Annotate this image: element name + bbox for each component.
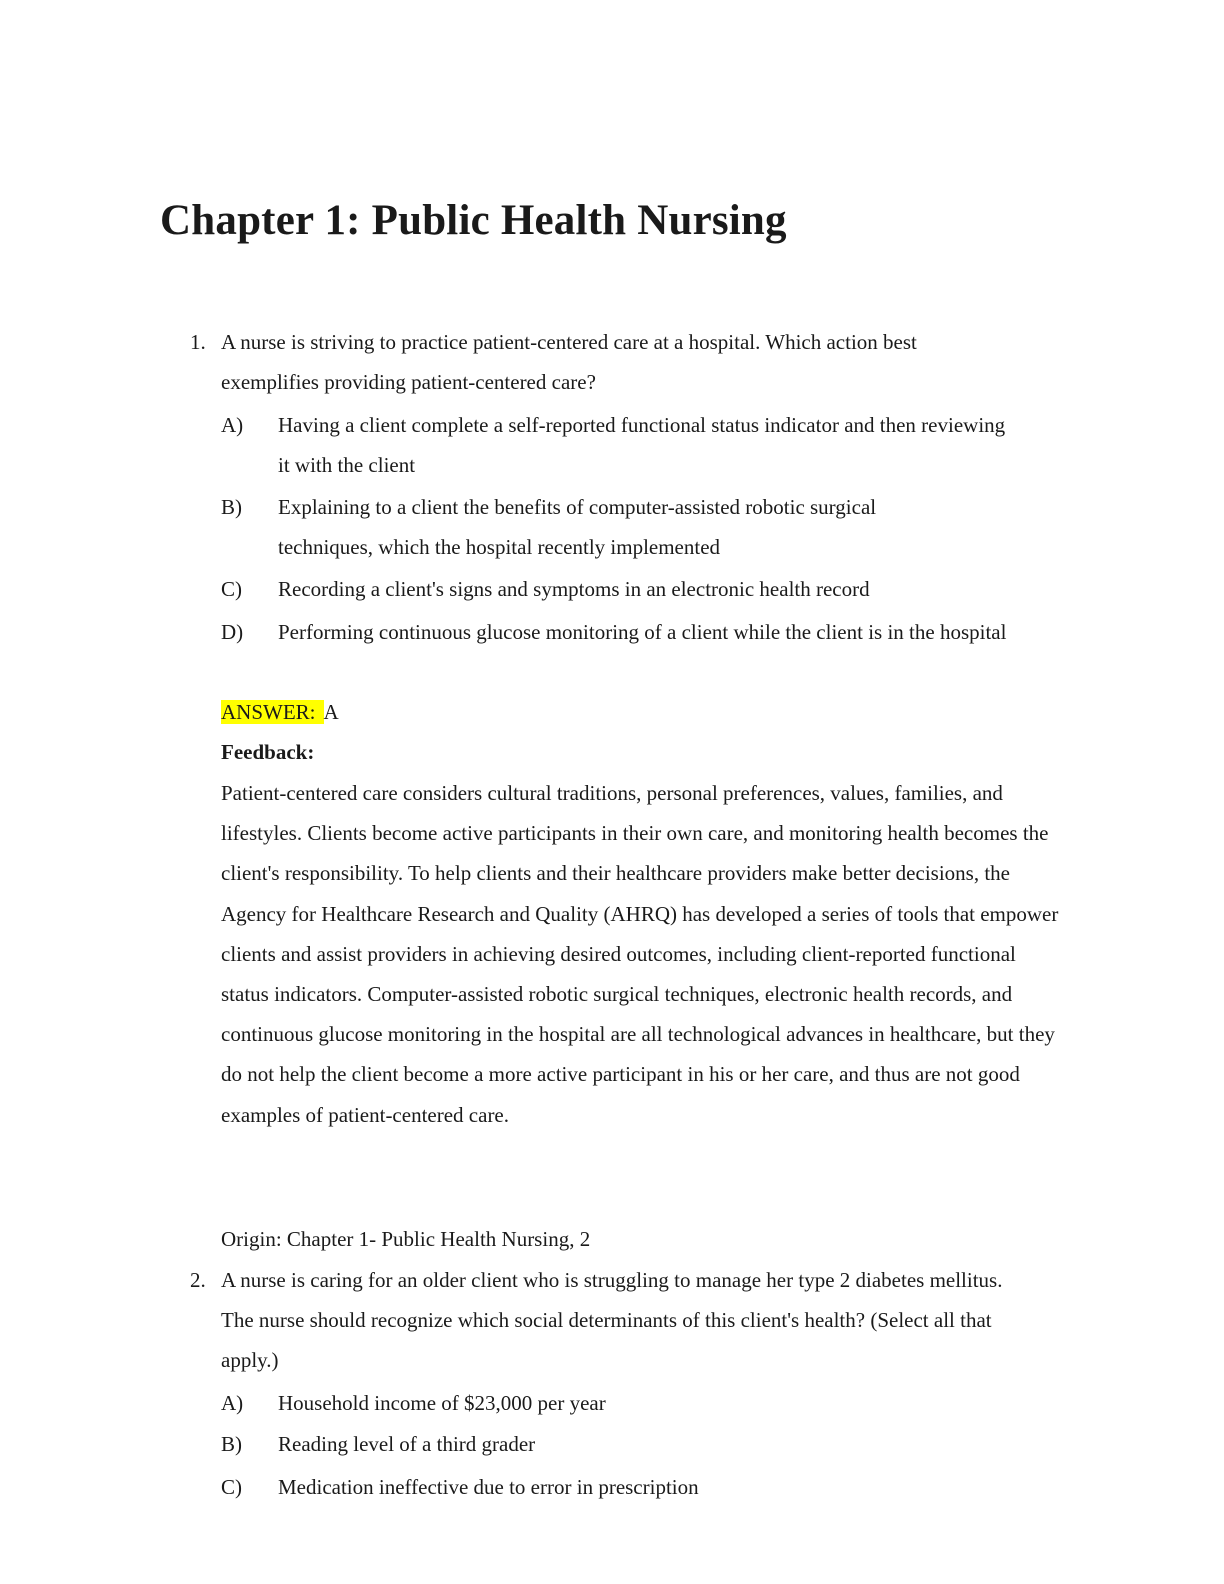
question-2-text: A nurse is caring for an older client who is struggling to manage her type 2 diabetes mellitus. The nurse should recognize which social determinants of this client's health? (Select all that apply.) [221, 1268, 1003, 1372]
option-letter: D) [221, 620, 244, 644]
chapter-title: Chapter 1: Public Health Nursing [160, 197, 787, 244]
option-letter: A) [221, 413, 244, 437]
question-2-option-c [221, 1467, 1021, 1507]
option-letter: B) [221, 495, 242, 519]
option-text: Reading level of a third grader [278, 1432, 536, 1456]
option-text: Performing continuous glucose monitoring of a client while the client is in the hospital [278, 620, 1007, 644]
question-1-option-c [221, 569, 1021, 609]
option-letter: C) [221, 1475, 242, 1499]
answer-line [221, 692, 339, 732]
feedback-label: Feedback: [221, 740, 315, 764]
question-2-option-a [221, 1383, 1021, 1423]
option-letter: B) [221, 1432, 242, 1456]
option-text: Recording a client's signs and symptoms in an electronic health record [278, 577, 870, 601]
option-text: Medication ineffective due to error in prescription [278, 1475, 699, 1499]
question-1-number: 1. [190, 330, 206, 354]
question-1-option-a [221, 405, 1021, 485]
option-text: Household income of $23,000 per year [278, 1391, 606, 1415]
option-letter: A) [221, 1391, 244, 1415]
option-letter: C) [221, 577, 242, 601]
answer-value: A [323, 700, 339, 724]
question-2-option-b [221, 1424, 1021, 1464]
option-text: Explaining to a client the benefits of computer-assisted robotic surgical techniques, which the hospital recently implemented [278, 495, 877, 559]
question-2-number: 2. [190, 1268, 206, 1292]
answer-label: ANSWER: [221, 700, 324, 724]
question-1-origin: Origin: Chapter 1- Public Health Nursing, 2 [221, 1227, 591, 1251]
question-1-option-b [221, 487, 1021, 567]
feedback-text: Patient-centered care considers cultural traditions, personal preferences, values, families, and lifestyles. Clients become active participants in their own care, and monitoring health becomes the client's responsibility. To help clients and their healthcare providers make better decisions, the Agency for Healthcare Research and Quality (AHRQ) has developed a series of tools that empower clients and assist providers in achieving desired outcomes, including client-reported functional status indicators. Computer-assisted robotic surgical techniques, electronic health records, and continuous glucose monitoring in the hospital are all technological advances in healthcare, but they do not help the client become a more active participant in his or her care, and thus are not good examples of patient-centered care. [221, 781, 1059, 1127]
question-1-option-d [221, 612, 1021, 652]
option-text: Having a client complete a self-reported functional status indicator and then reviewing it with the client [278, 413, 1006, 477]
question-1-text: A nurse is striving to practice patient-centered care at a hospital. Which action best exemplifies providing patient-centered care? [221, 330, 917, 394]
